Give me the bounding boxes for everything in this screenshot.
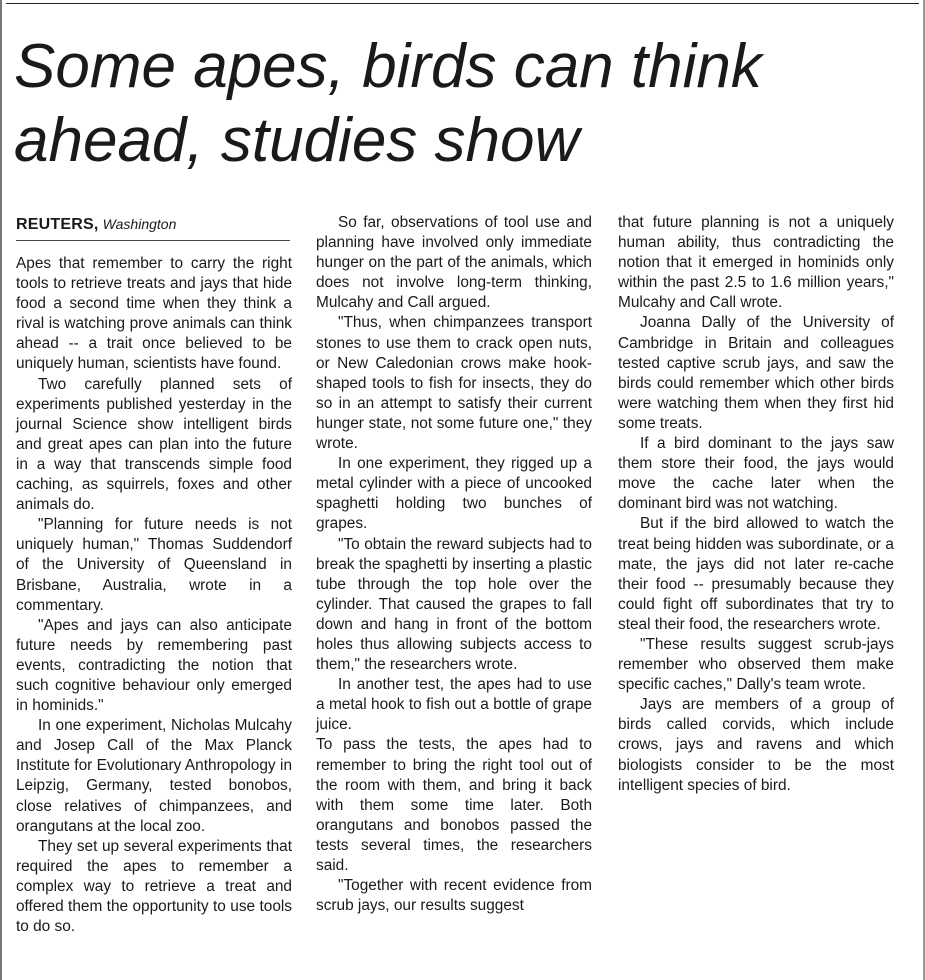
paragraph: They set up several experiments that required the apes to remember a complex way to retrieve a treat and offered them the opportunity to use tools to do so. xyxy=(16,837,292,936)
paragraph: In one experiment, they rigged up a metal cylinder with a piece of uncooked spaghetti holding two bunches of grapes. xyxy=(316,455,592,533)
top-rule xyxy=(6,3,919,4)
paragraph: To pass the tests, the apes had to remember to bring the right tool out of the room with them, and bring it back with them some time later. Both orangutans and bonobos passed the tests several times, the researchers said. xyxy=(316,736,592,874)
byline-dateline: Washington xyxy=(102,216,177,232)
paragraph: Jays are members of a group of birds called corvids, which include crows, jays and ravens and which biologists consider to be the most intelligent species of bird. xyxy=(618,696,894,794)
article-column-1 xyxy=(16,254,292,937)
paragraph: In one experiment, Nicholas Mulcahy and Josep Call of the Max Planck Institute for Evolutionary Anthropology in Leipzig, Germany, tested bonobos, close relatives of chimpanzees, and orangutans at the local zoo. xyxy=(16,717,292,835)
paragraph: "Planning for future needs is not uniquely human," Thomas Suddendorf of the University of Queensland in Brisbane, Australia, wrote in a commentary. xyxy=(16,516,292,614)
headline: Some apes, birds can think ahead, studies show xyxy=(14,32,762,175)
paragraph: "Together with recent evidence from scrub jays, our results suggest xyxy=(316,877,592,915)
paragraph: "These results suggest scrub-jays remember who observed them make specific caches," Dally's team wrote. xyxy=(618,635,894,694)
paragraph: Apes that remember to carry the right tools to retrieve treats and jays that hide food a second time when they think a rival is watching prove animals can think ahead -- a trait once believed to be uniquely human, scientists have found. xyxy=(16,255,292,373)
paragraph: "Apes and jays can also anticipate future needs by remembering past events, contradicting the notion that such cognitive behaviour only emerged in hominids." xyxy=(16,616,292,715)
paragraph: If a bird dominant to the jays saw them store their food, the jays would move the cache later when the dominant bird was not watching. xyxy=(618,435,894,513)
paragraph: that future planning is not a uniquely human ability, thus contradicting the notion that it emerged in hominids only within the past 2.5 to 1.6 million years," Mulcahy and Call wrote. xyxy=(618,214,894,312)
page-left-edge xyxy=(0,0,2,980)
paragraph: Joanna Dally of the University of Cambridge in Britain and colleagues tested captive scrub jays, and saw the birds could remember which other birds were watching them when they first hid some treats. xyxy=(618,314,894,432)
paragraph: But if the bird allowed to watch the treat being hidden was subordinate, or a mate, the jays did not later re-cache their food -- presumably because they could fight off subordinates that try to steal their food, the researchers wrote. xyxy=(618,515,894,633)
paragraph: "To obtain the reward subjects had to break the spaghetti by inserting a plastic tube through the top hole over the cylinder. That caused the grapes to fall down and hang in front of the bottom holes thus allowing subjects access to them," the researchers wrote. xyxy=(316,535,592,674)
article-column-3 xyxy=(618,213,894,796)
article-column-2 xyxy=(316,213,592,916)
paragraph: In another test, the apes had to use a metal hook to fish out a bottle of grape juice. xyxy=(316,676,592,734)
paragraph: Two carefully planned sets of experiments published yesterday in the journal Science show intelligent birds and great apes can plan into the future in a way that transcends simple food caching, as squirrels, foxes and other animals do. xyxy=(16,375,292,514)
byline-agency: REUTERS, xyxy=(16,216,99,233)
byline xyxy=(16,214,292,235)
byline-rule xyxy=(16,240,290,241)
paragraph: "Thus, when chimpanzees transport stones to use them to crack open nuts, or New Caledonian crows make hook-shaped tools to fish for insects, they do so in an attempt to satisfy their current hunger state, not some future one," they wrote. xyxy=(316,314,592,453)
paragraph: So far, observations of tool use and planning have involved only immediate hunger on the part of the animals, which does not involve long-term thinking, Mulcahy and Call argued. xyxy=(316,214,592,312)
